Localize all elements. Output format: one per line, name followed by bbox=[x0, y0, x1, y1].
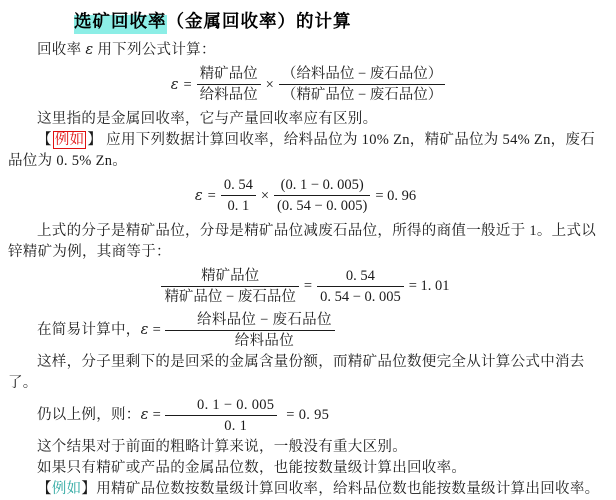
epsilon-symbol: ε bbox=[170, 76, 179, 93]
bracket-open: 【 bbox=[37, 481, 52, 498]
bracket-close: 】 bbox=[81, 481, 97, 498]
formula-example-calculation bbox=[8, 176, 608, 215]
intro-text-pre: 回收率 bbox=[37, 42, 86, 58]
equals-sign: = bbox=[148, 406, 166, 423]
example-tag: 例如 bbox=[54, 132, 85, 149]
times-sign: × bbox=[260, 187, 269, 204]
fraction-denominator: 给料品位 bbox=[234, 332, 294, 349]
fraction bbox=[274, 176, 370, 215]
fraction-denominator: 给料品位 bbox=[199, 87, 258, 104]
clipped-tag: 例如 bbox=[51, 481, 82, 498]
formula-result: = 1. 01 bbox=[408, 278, 450, 295]
fraction-numerator: 精矿品位 bbox=[161, 267, 298, 287]
equals-sign: = bbox=[183, 76, 192, 93]
fraction-numerator: 精矿品位 bbox=[197, 65, 261, 85]
clipped-bottom-line bbox=[8, 479, 608, 498]
fraction bbox=[279, 65, 445, 104]
para-example bbox=[8, 130, 608, 172]
fraction-numerator: 给料品位 − 废石品位 bbox=[165, 311, 335, 331]
fraction-numerator: 0. 1 − 0. 005 bbox=[165, 396, 277, 416]
example-text: 应用下列数据计算回收率，给料品位为 10% Zn，精矿品位为 54% Zn，废石品位为 0. 5% Zn。 bbox=[8, 132, 596, 170]
para-previous-example bbox=[8, 396, 608, 435]
times-sign: × bbox=[265, 76, 274, 93]
fraction-numerator: （给料品位 − 废石品位） bbox=[279, 65, 445, 85]
fraction-denominator: 0. 54 − 0. 005 bbox=[320, 288, 401, 305]
fraction-numerator: (0. 1 − 0. 005) bbox=[274, 176, 370, 196]
para-formula-intro bbox=[8, 40, 608, 61]
fraction-denominator: （精矿品位 − 废石品位） bbox=[281, 87, 443, 104]
bracket-close: 】 bbox=[87, 132, 103, 149]
epsilon-symbol: ε bbox=[85, 42, 94, 58]
para-simplified-calculation bbox=[8, 311, 608, 350]
equals-sign: = bbox=[207, 187, 216, 204]
epsilon-symbol: ε bbox=[194, 187, 203, 204]
para-quotient-explanation: 上式的分子是精矿品位，分母是精矿品位减废石品位，所得的商值一般近于 1。上式以锌精矿为例，其商等于： bbox=[8, 222, 597, 260]
again-text: 仍以上例，则： bbox=[37, 406, 141, 423]
fraction bbox=[161, 267, 298, 306]
fraction-numerator: 0. 54 bbox=[221, 176, 256, 196]
formula-result: = 0. 96 bbox=[375, 187, 417, 204]
simple-calc-text: 在简易计算中， bbox=[37, 321, 141, 338]
clipped-text: 用精矿品位数按数量级计算回收率，给料品位数也能按数量级计算出回收率。 bbox=[96, 481, 600, 498]
fraction-denominator: (0. 54 − 0. 005) bbox=[277, 198, 368, 215]
formula-result: = 0. 95 bbox=[286, 406, 330, 423]
title-rest: （金属回收率）的计算 bbox=[166, 11, 352, 31]
para-final-remark: 如果只有精矿或产品的金属品位数，也能按数量级计算出回收率。 bbox=[37, 460, 467, 477]
para-numerator-explanation: 这样，分子里剩下的是回采的金属含量份额，而精矿品位数便完全从计算公式中消去了。 bbox=[8, 354, 585, 391]
intro-text-post: 用下列公式计算： bbox=[93, 42, 216, 58]
equals-sign: = bbox=[148, 321, 166, 338]
title-highlighted-keyword: 选矿回收率 bbox=[74, 11, 167, 34]
fraction bbox=[165, 396, 277, 435]
para-metal-recovery-note: 这里指的是金属回收率，它与产量回收率应有区别。 bbox=[37, 111, 378, 128]
clipped-partial-text bbox=[8, 479, 608, 500]
epsilon-symbol: ε bbox=[140, 321, 149, 338]
fraction-denominator: 精矿品位 − 废石品位 bbox=[164, 288, 296, 305]
page-title bbox=[74, 8, 608, 33]
fraction bbox=[221, 176, 256, 215]
equals-sign: = bbox=[303, 278, 313, 295]
fraction bbox=[165, 311, 335, 350]
para-result-comparison: 这个结果对于前面的粗略计算来说，一般没有重大区别。 bbox=[37, 439, 407, 456]
fraction-denominator: 0. 1 bbox=[227, 198, 250, 215]
bracket-open: 【 bbox=[37, 132, 52, 149]
formula-quotient bbox=[8, 267, 608, 306]
fraction bbox=[197, 65, 261, 104]
fraction bbox=[317, 267, 404, 306]
fraction-numerator: 0. 54 bbox=[317, 267, 404, 287]
formula-recovery-definition bbox=[8, 65, 608, 104]
fraction-denominator: 0. 1 bbox=[224, 418, 248, 435]
epsilon-symbol: ε bbox=[140, 406, 149, 423]
